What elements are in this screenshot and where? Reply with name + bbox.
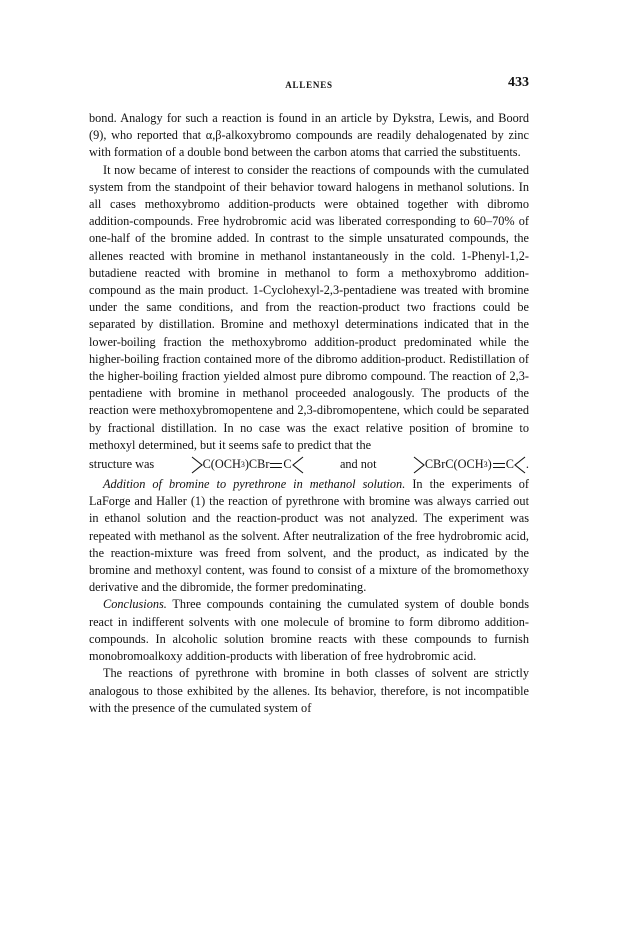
paragraph-pyrethrone-text: In the experiments of LaForge and Haller (1) the reaction of pyrethrone with bromine was always carried out in ethanol solution and the reaction-product was not analyzed. The experiment was repeated with methanol as the solvent. After neutralization of the free hydrobromic acid, the reaction-mixture was freed from solvent, and the product, as indicated by the bromine and methoxyl content, was found to consist of a mixture of the bromomethoxy derivative and the dibromide, the former predominating. <box>89 477 529 595</box>
paragraph-cumulated-system: It now became of interest to consider the reactions of compounds with the cumulated system from the standpoint of their behavior toward halogens in methanol solutions. In all cases methoxybromo addition-products were obtained together with dibromo addition-compounds. Free hydrobromic acid was liberated corresponding to 60–70% of one-half of the bromine added. In contrast to the simple unsaturated compounds, the allenes reacted with bromine in methanol instantaneously in the cold. 1-Phenyl-1,2-butadiene reacted with bromine in methanol to form a methoxybromo addition-compound as the main product. 1-Cyclohexyl-2,3-pentadiene was treated with bromine under the same conditions, and from the reaction-product two fractions could be separated by distillation. Bromine and methoxyl determinations indicated that in the lower-boiling fraction the methoxybromo addition-product predominated while the higher-boiling fraction contained more of the dibromo addition-product. Redistillation of the higher-boiling fraction yielded almost pure dibromo compound. The reaction of 2,3-pentadiene with bromine in methanol proceeded analogously. The products of the reaction were methoxybromopentene and 2,3-dibromopentene, which could be separated by fractional distillation. In no case was the exact relative position of bromine to methoxyl determined, but it seems safe to predict that the <box>89 162 529 452</box>
formula-bromo-first <box>413 456 529 474</box>
page-number: 433 <box>508 75 529 90</box>
paragraph-final: The reactions of pyrethrone with bromine in both classes of solvent are strictly analogous to those exhibited by the allenes. Its behavior, therefore, is not incompatible with the presence of the cumulated system of <box>89 666 529 715</box>
branch-bond-icon <box>191 456 203 474</box>
branch-bond-icon <box>413 456 425 474</box>
paragraph-continuation: bond. Analogy for such a reaction is found in an article by Dykstra, Lewis, and Boord (9), who reported that α,β-alkoxybromo compounds are readily dehalogenated by zinc with formation of a double bond between the carbon atoms that carried the substituents. <box>89 111 529 160</box>
formula-methoxy-first <box>191 456 304 474</box>
branch-bond-icon <box>292 456 304 474</box>
formula-period: . <box>525 457 529 472</box>
formula1-part-c: C <box>283 457 292 472</box>
section-heading-conclusions: Conclusions. <box>103 597 167 612</box>
formula2-subscript: 3 <box>483 460 488 470</box>
section-heading-pyrethrone: Addition of bromine to pyrethrone in methanol solution. <box>103 477 406 492</box>
structure-formula-line <box>89 455 529 475</box>
formula1-part-a: C(OCH <box>202 457 241 472</box>
formula2-part-c: C <box>505 457 514 472</box>
page-header <box>89 74 529 96</box>
structure-lead-text: structure was <box>89 457 155 472</box>
journal-page <box>89 74 529 717</box>
double-bond-icon <box>270 463 282 468</box>
double-bond-icon <box>493 463 505 468</box>
formula2-part-b: ) <box>487 457 492 472</box>
body-text <box>89 110 529 717</box>
branch-bond-icon <box>514 456 526 474</box>
structure-connector-text: and not <box>339 457 377 472</box>
paragraph-conclusions-text: Three compounds containing the cumulated system of double bonds react in indifferent solvents with one molecule of bromine to form dibromo addition-compounds. In alcoholic solution bromine reacts with these compounds to furnish monobromoalkoxy addition-products with liberation of free hydrobromic acid. <box>89 597 529 664</box>
formula1-part-b: )CBr <box>244 457 270 472</box>
paragraph-conclusions <box>89 596 529 665</box>
formula2-part-a: CBrC(OCH <box>424 457 484 472</box>
running-head: ALLENES <box>285 80 333 90</box>
paragraph-pyrethrone-methanol <box>89 476 529 596</box>
formula1-subscript: 3 <box>240 460 245 470</box>
